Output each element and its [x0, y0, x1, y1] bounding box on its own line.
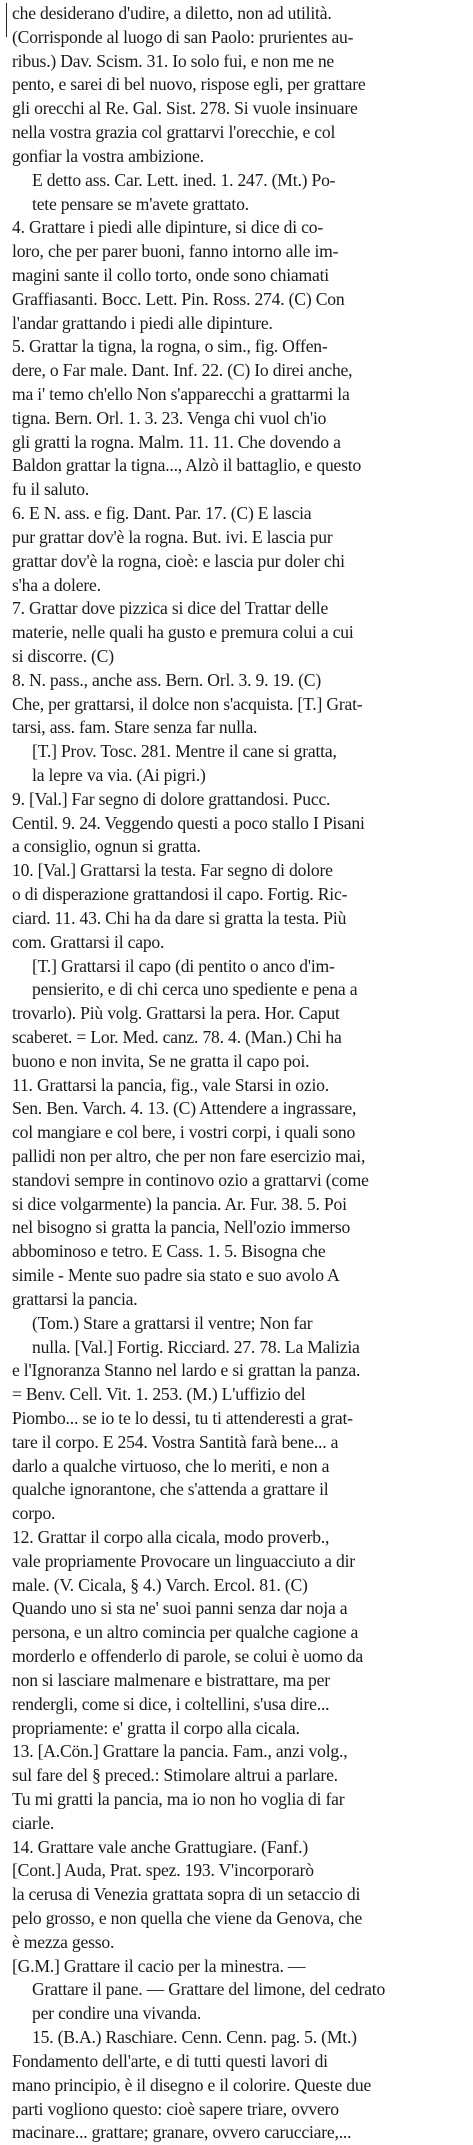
text-line: 5. Grattar la tigna, la rogna, o sim., fig. Offen- — [12, 336, 328, 357]
text-line: (Tom.) Stare a grattarsi il ventre; Non far — [32, 1312, 313, 1333]
text-line: materie, nelle quali ha gusto e premura colui a cui — [12, 622, 354, 643]
text-line: buono e non invita, Se ne gratta il capo poi. — [12, 1050, 310, 1071]
text-line: ciard. 11. 43. Chi ha da dare si gratta la testa. Più — [12, 907, 347, 928]
text-line: 11. Grattarsi la pancia, fig., vale Starsi in ozio. — [12, 1074, 329, 1095]
text-line: Che, per grattarsi, il dolce non s'acquista. [T.] Grat- — [12, 693, 363, 714]
text-line: grattar dov'è la rogna, cioè: e lascia pur doler chi — [12, 550, 345, 571]
text-line: simile - Mente suo padre sia stato e suo avolo A — [12, 1265, 340, 1286]
text-line: e l'Ignoranza Stanno nel lardo e si grattan la panza. — [12, 1360, 361, 1381]
text-line: E detto ass. Car. Lett. ined. 1. 247. (Mt.) Po- — [32, 169, 336, 190]
text-line: tigna. Bern. Orl. 1. 3. 23. Venga chi vuol ch'io — [12, 407, 327, 428]
text-line: nulla. [Val.] Fortig. Ricciard. 27. 78. La Malizia — [32, 1336, 360, 1357]
text-line: pur grattar dov'è la rogna. But. ivi. E lascia pur — [12, 526, 333, 547]
text-line: nella vostra grazia col grattarvi l'orecchie, e col — [12, 122, 336, 143]
text-line: dere, o Far male. Dant. Inf. 22. (C) Io direi anche, — [12, 360, 353, 381]
text-line: 4. Grattare i piedi alle dipinture, si dice di co- — [12, 217, 323, 238]
text-line: pento, e sarei di bel nuovo, rispose egli, per grattare — [12, 74, 366, 95]
text-line: darlo a qualche virtuoso, che lo meriti, e non a — [12, 1455, 330, 1476]
text-line: s'ha a dolere. — [12, 574, 101, 595]
text-line: 6. E N. ass. e fig. Dant. Par. 17. (C) E lascia — [12, 503, 312, 524]
text-line: Grattare il pane. — Grattare del limone, del cedrato — [32, 1979, 386, 2000]
text-line: si discorre. (C) — [12, 645, 114, 666]
text-line: Sen. Ben. Varch. 4. 13. (C) Attendere a ingrassare, — [12, 1098, 357, 1119]
text-line: mano principio, è il disegno e il colorire. Queste due — [12, 2074, 372, 2095]
text-line: rendergli, come si dice, i coltellini, s'usa dire... — [12, 1693, 330, 1714]
text-line: pensierito, e di chi cerca uno spediente e pena a — [32, 979, 358, 1000]
text-line: standovi sempre in continovo ozio a grattarvi (come — [12, 1169, 369, 1190]
text-line: pallidi non per altro, che per non fare esercizio mai, — [12, 1146, 366, 1166]
text-line: ma i' temo ch'ello Non s'apparecchi a grattarmi la — [12, 384, 350, 404]
text-line: 13. [A.Cön.] Grattare la pancia. Fam., anzi volg., — [12, 1741, 348, 1762]
text-line: propriamente: e' gratta il corpo alla cicala. — [12, 1717, 300, 1738]
text-line: [T.] Grattarsi il capo (di pentito o anco d'im- — [32, 955, 335, 976]
text-line: l'andar grattando i piedi alle dipinture. — [12, 312, 273, 333]
text-line: trovarlo). Più volg. Grattarsi la pera. Hor. Caput — [12, 1003, 340, 1024]
text-line: la cerusa di Venezia grattata sopra di un setaccio di — [12, 1884, 361, 1905]
text-line: grattarsi la pancia. — [12, 1288, 138, 1309]
text-line: fu il saluto. — [12, 479, 90, 500]
text-line: male. (V. Cicala, § 4.) Varch. Ercol. 81. (C) — [12, 1574, 308, 1595]
text-line: magini sante il collo torto, onde sono chiamati — [12, 264, 329, 285]
text-line: corpo. — [12, 1503, 56, 1524]
text-line: parti vogliono questo: cioè sapere triare, ovvero — [12, 2098, 339, 2119]
text-line: abbominoso e tetro. E Cass. 1. 5. Bisogna che — [12, 1241, 326, 1262]
text-line: o di disperazione grattandosi il capo. Fortig. Ric- — [12, 884, 348, 905]
text-line: morderlo e offenderlo di parole, se colui è uomo da — [12, 1646, 364, 1667]
text-line: 15. (B.A.) Raschiare. Cenn. Cenn. pag. 5. (Mt.) — [32, 2027, 357, 2048]
text-line: macinare... grattare; granare, ovvero carucciare,... — [12, 2122, 352, 2143]
text-line: loro, che per parer buoni, fanno intorno alle im- — [12, 241, 339, 262]
text-line: sul fare del § preced.: Stimolare altrui a parlare. — [12, 1765, 338, 1786]
text-line: tare il corpo. E 254. Vostra Santità farà bene... a — [12, 1431, 339, 1452]
text-line: = Benv. Cell. Vit. 1. 253. (M.) L'uffizio del — [12, 1384, 306, 1405]
text-line: [T.] Prov. Tosc. 281. Mentre il cane si gratta, — [32, 741, 337, 762]
text-line: 10. [Val.] Grattarsi la testa. Far segno di dolore — [12, 860, 333, 881]
text-line: gli orecchi al Re. Gal. Sist. 278. Si vuole insinuare — [12, 98, 358, 119]
text-line: 12. Grattar il corpo alla cicala, modo proverb., — [12, 1527, 330, 1547]
text-line: pelo grosso, e non quella che viene da Genova, che — [12, 1908, 363, 1928]
text-line: gli gratti la rogna. Malm. 11. 11. Che dovendo a — [12, 431, 341, 452]
text-line: col mangiare e col bere, i vostri corpi, i quali sono — [12, 1122, 356, 1143]
entry-text-column — [12, 2, 466, 2145]
text-line: ribus.) Dav. Scism. 31. Io solo fui, e non me ne — [12, 50, 335, 71]
text-line: Graffiasanti. Bocc. Lett. Pin. Ross. 274. (C) Con — [12, 288, 345, 309]
text-line: si dice volgarmente) la pancia. Ar. Fur. 38. 5. Poi — [12, 1193, 347, 1214]
text-line: tarsi, ass. fam. Stare senza far nulla. — [12, 717, 258, 738]
text-line: nel bisogno si gratta la pancia, Nell'ozio immerso — [12, 1217, 351, 1238]
text-line: [G.M.] Grattare il cacio per la minestra. — — [12, 1955, 306, 1976]
text-line: gonfiar la vostra ambizione. — [12, 145, 204, 166]
text-line: 8. N. pass., anche ass. Bern. Orl. 3. 9. 19. (C) — [12, 669, 321, 690]
text-line: è mezza gesso. — [12, 1931, 115, 1952]
text-line: scaberet. = Lor. Med. canz. 78. 4. (Man.) Chi ha — [12, 1026, 342, 1047]
text-line: persona, e un altro comincia per qualche cagione a — [12, 1622, 359, 1643]
text-line: la lepre va via. (Ai pigri.) — [32, 765, 206, 785]
text-line: com. Grattarsi il capo. — [12, 931, 165, 952]
text-line: vale propriamente Provocare un linguacciuto a dir — [12, 1550, 355, 1571]
text-line: 9. [Val.] Far segno di dolore grattandosi. Pucc. — [12, 788, 331, 809]
text-line: per condire una vivanda. — [32, 2003, 202, 2024]
text-line: non si lasciare malmenare e bistrattare, ma per — [12, 1669, 330, 1690]
text-line: Tu mi gratti la pancia, ma io non ho voglia di far — [12, 1788, 345, 1809]
text-line: Centil. 9. 24. Veggendo questi a poco stallo I Pisani — [12, 812, 365, 833]
text-line: (Corrisponde al luogo di san Paolo: prurientes au- — [12, 26, 354, 47]
text-line: a consiglio, ognun si gratta. — [12, 836, 201, 857]
text-line: Piombo... se io te lo dessi, tu ti attenderesti a grat- — [12, 1407, 353, 1428]
text-line: 14. Grattare vale anche Grattugiare. (Fanf.) — [12, 1836, 309, 1857]
text-line: qualche ignorantone, che s'attenda a grattare il — [12, 1479, 329, 1500]
text-line: Baldon grattar la tigna..., Alzò il battaglio, e questo — [12, 455, 362, 476]
text-line: 7. Grattar dove pizzica si dice del Trattar delle — [12, 598, 329, 619]
text-line: ciarle. — [12, 1812, 55, 1833]
text-line: Quando uno si sta ne' suoi panni senza dar noja a — [12, 1598, 348, 1619]
text-line: tete pensare se m'avete grattato. — [32, 193, 249, 214]
text-line: [Cont.] Auda, Prat. spez. 193. V'incorporarò — [12, 1860, 314, 1881]
text-line: Fondamento dell'arte, e di tutti questi lavori di — [12, 2050, 328, 2071]
text-line: che desiderano d'udire, a diletto, non ad utilità. — [12, 3, 332, 23]
margin-rule — [6, 3, 7, 37]
